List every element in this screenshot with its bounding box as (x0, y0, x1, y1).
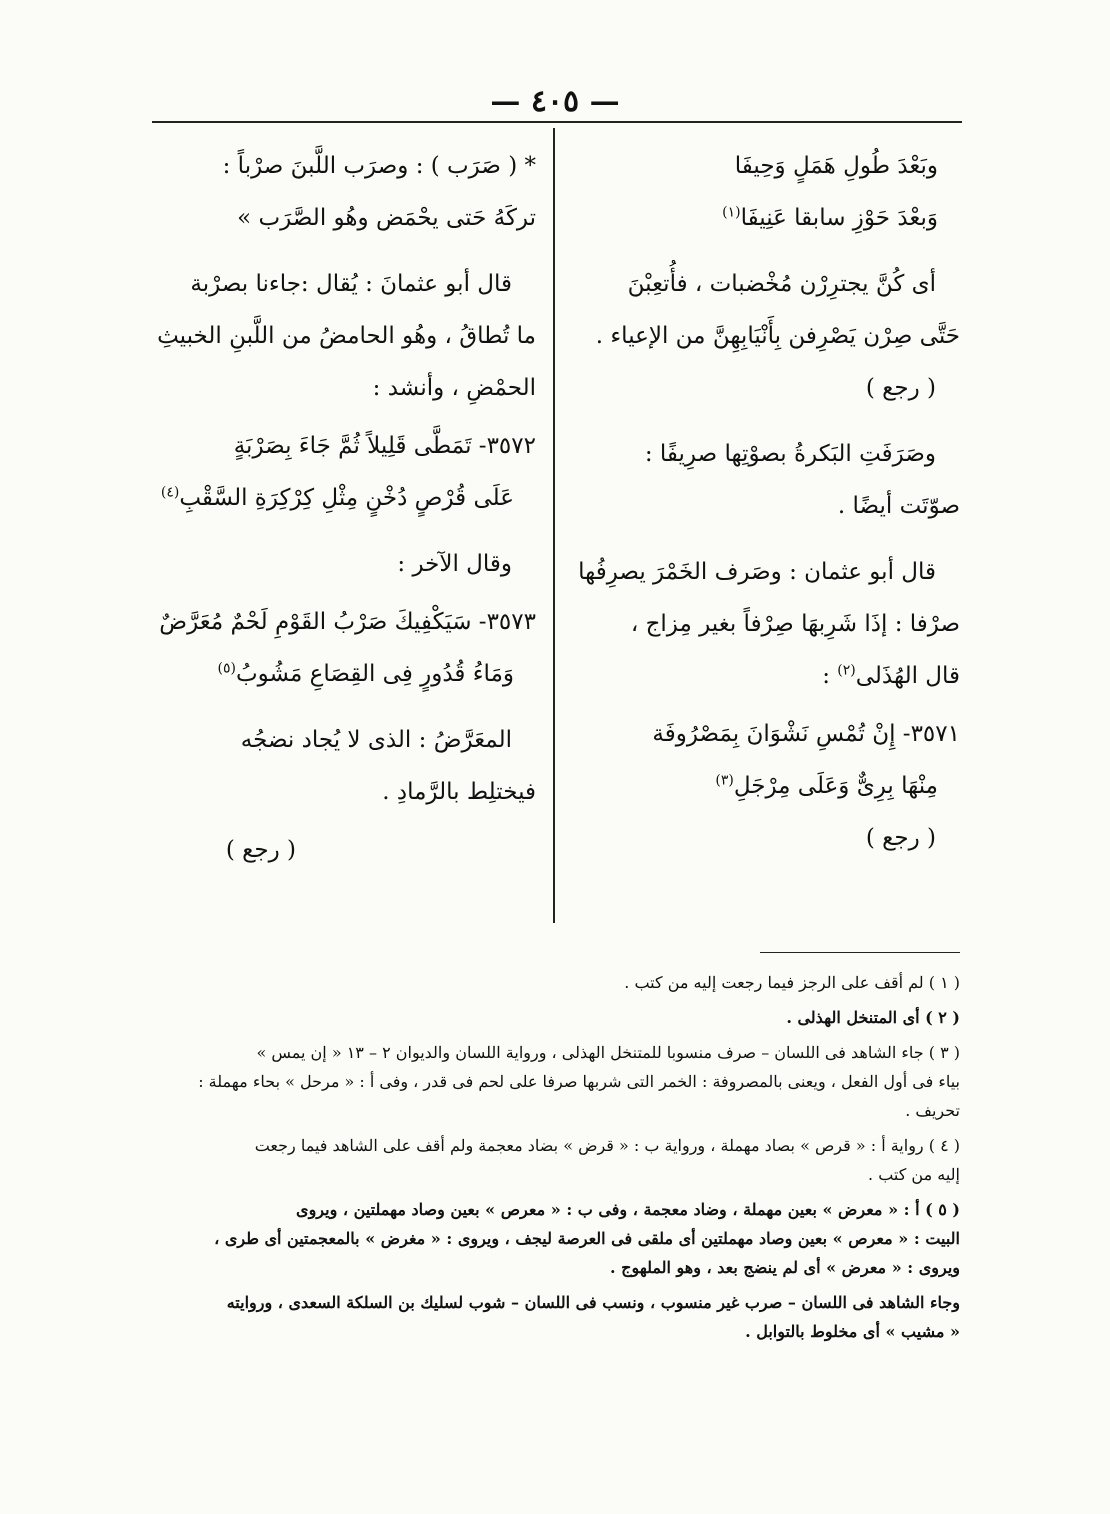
footnote-line: ( ٢ ) أى المتنخل الهذلى . (786, 1008, 960, 1027)
entry-heading: * ( صَرَب ) : وصرَب اللَّبنَ صرْباً : (222, 153, 536, 179)
footnote-line: بياء فى أول الفعل ، ويعنى بالمصروفة : الخمر التى شربها صرفا على لحم فى قدر ، وفى أ : « مرحل » بحاء مهملة : (198, 1072, 960, 1091)
footnote-line: البيت : « معرص » بعين وصاد مهملتين أى ملقى فى العرصة ليجف ، ويروى : « مغرض » بالمعجمتين أى طرى ، (214, 1229, 960, 1248)
footnote-marker: (٤) (160, 484, 180, 501)
paragraph-line: حَتَّى صِرْن يَصْرِفن بِأَنْيَابِهِنَّ من الإعياء . (595, 323, 960, 349)
paragraph-line: صوّتَت أيضًا . (837, 493, 960, 519)
column-divider (553, 128, 555, 923)
footnote-line: وجاء الشاهد فى اللسان – صرب غير منسوب ، ونسب فى اللسان – شوب لسليك بن السلكة السعدى ، وروايته (226, 1293, 960, 1312)
right-column (575, 140, 960, 864)
footnote-line: ( ٥ ) أ : « معرض » بعين مهملة ، وضاد معجمة ، وفى ب : « معرص » بعين وصاد مهملتين ، ويروى (296, 1200, 960, 1219)
paragraph-line: قال أبو عثمانَ : يُقال :جاءنا بصرْبة (190, 271, 512, 297)
footnotes-rule (760, 952, 960, 953)
verse-line: وَبعْدَ حَوْزِ سابقا عَنِيفَا$^{(١)}$ (722, 204, 938, 231)
reference-mark: ( رجع ) (865, 825, 936, 851)
paragraph-line: صرْفا : إذَا شَرِبهَا صِرْفاً بغير مِزاج ، (630, 611, 960, 637)
page-number: — ٤٠٥ — (490, 84, 620, 119)
footnote-marker: (٣) (715, 772, 734, 789)
verse-line: ٣٥٧٢- تَمَطَّى قَلِيلاً ثُمَّ جَاءَ بِصَرْبَةٍ (233, 433, 536, 459)
paragraph-line: المعَرَّضُ : الذى لا يُجاد نضجُه (240, 727, 512, 753)
left-column (148, 140, 536, 876)
footnote-line: تحريف . (905, 1101, 960, 1120)
footnote-line: ( ٣ ) جاء الشاهد فى اللسان – صرف منسوبا للمتنخل الهذلى ، ورواية اللسان والديوان ٢ – ١٣ « إن يمس » (256, 1043, 960, 1062)
footnote-marker: (٥) (217, 660, 236, 677)
footnote-line: ( ٤ ) رواية أ : « قرص » بصاد مهملة ، ورواية ب : « قرض » بضاد معجمة ولم أقف على الشاهد فيما رجعت (254, 1136, 960, 1155)
paragraph-line: وقال الآخر : (397, 551, 512, 577)
verse-line: وبَعْدَ طُولِ هَمَلٍ وَحِيفَا (734, 153, 938, 179)
header-rule (152, 121, 962, 123)
paragraph-line: الحمْضِ ، وأنشد : (372, 375, 536, 401)
verse-line: وَمَاءُ قُدُورٍ فِى القِصَاعِ مَشُوبُ$^{(٥)}$ (217, 660, 514, 687)
footnote-marker: (١) (722, 204, 741, 221)
footnote-line: ويروى : « معرض » أى لم ينضج بعد ، وهو الملهوج . (609, 1258, 960, 1277)
paragraph-line: وصَرَفَتِ البَكرةُ بصوْتِها صرِيفًا : (644, 441, 936, 467)
reference-mark: ( رجع ) (865, 375, 936, 401)
paragraph-line: فيختلِط بالرَّمادِ . (382, 779, 536, 805)
reference-mark: ( رجع ) (225, 837, 296, 863)
paragraph-line: ما تُطاقُ ، وهُو الحامضُ من اللَّبنِ الخبيثِ (157, 323, 536, 349)
verse-line: ٣٥٧١- إِنْ تُمْسِ نَشْوَانَ بِمَصْرُوفَة (652, 721, 960, 747)
footnote-line: ( ١ ) لم أقف على الرجز فيما رجعت إليه من كتب . (624, 973, 960, 992)
footnote-line: إليه من كتب . (868, 1165, 960, 1184)
paragraph-line: تركَهُ حَتى يحْمَض وهُو الصَّرَب » (237, 205, 536, 231)
footnotes (130, 968, 960, 1346)
footnote-line: « مشيب » أى مخلوط بالتوابل . (745, 1322, 960, 1341)
paragraph-line: قال أبو عثمان : وصَرف الخَمْرَ يصرِفُها (578, 559, 936, 585)
verse-line: عَلَى قُرْصٍ دُخْنٍ مِثْلِ كِرْكِرَةِ السَّقْبِ$^{(٤)}$ (160, 484, 514, 511)
paragraph-line: قال الهُذَلى$^{(٢)}$ : (822, 662, 960, 689)
verse-line: مِنْهَا بِرِىٌّ وَعَلَى مِرْجَلِ$^{(٣)}$ (715, 772, 938, 799)
footnote-marker: (٢) (837, 662, 856, 679)
verse-line: ٣٥٧٣- سَيَكْفِيكَ صَرْبُ القَوْمِ لَحْمٌ مُعَرَّضٌ (159, 609, 536, 635)
paragraph-line: أى كُنَّ يجترِرْن مُخْضبات ، فأُتعِبْنَ (627, 271, 936, 297)
